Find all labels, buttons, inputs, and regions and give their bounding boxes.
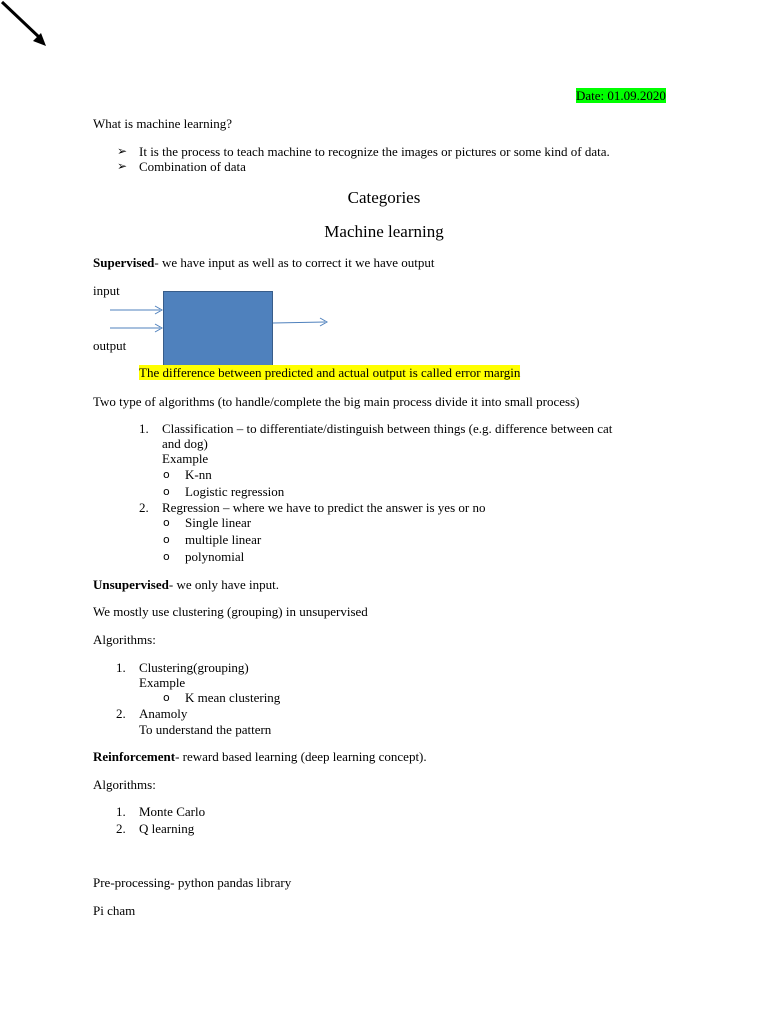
circle-bullet-icon: o [163, 691, 170, 704]
list-number: 2. [116, 821, 126, 836]
two-types-text: Two type of algorithms (to handle/complete the big main process divide it into small process) [93, 394, 580, 409]
heading-machine-learning: Machine learning [324, 222, 444, 241]
list-item: Anamoly [139, 706, 188, 721]
list-item: Regression – where we have to predict the answer is yes or no [162, 500, 486, 515]
error-margin-note: The difference between predicted and actual output is called error margin [139, 365, 521, 380]
date-label: Date: 01.09.2020 [576, 88, 666, 103]
sub-item: multiple linear [185, 532, 262, 547]
pi-cham-note: Pi cham [93, 903, 136, 918]
clustering-note: We mostly use clustering (grouping) in unsupervised [93, 604, 368, 619]
sub-item: K mean clustering [185, 690, 281, 705]
intro-point: It is the process to teach machine to recognize the images or pictures or some kind of data. [139, 144, 610, 159]
circle-bullet-icon: o [163, 516, 170, 529]
supervised-diagram [105, 285, 340, 370]
preprocessing-note: Pre-processing- python pandas library [93, 875, 292, 890]
list-number: 1. [116, 660, 126, 675]
reinforcement-desc: - reward based learning (deep learning concept). [175, 749, 427, 764]
model-box [164, 292, 273, 366]
example-label: Example [139, 675, 186, 690]
reinforcement-term: Reinforcement [93, 749, 176, 764]
corner-arrow-icon [0, 0, 60, 60]
heading-categories: Categories [347, 188, 421, 207]
reinforcement-line [93, 749, 427, 764]
algorithms-label: Algorithms: [93, 632, 156, 647]
unsupervised-desc: - we only have input. [168, 577, 279, 592]
diagram-input-label: input [93, 283, 120, 298]
sub-item: Single linear [185, 515, 252, 530]
unsupervised-term: Unsupervised [93, 577, 169, 592]
circle-bullet-icon: o [163, 468, 170, 481]
list-number: 2. [116, 706, 126, 721]
circle-bullet-icon: o [163, 533, 170, 546]
example-label: Example [162, 451, 209, 466]
unsupervised-line [93, 577, 279, 592]
list-item: Clustering(grouping) [139, 660, 249, 675]
circle-bullet-icon: o [163, 485, 170, 498]
list-number: 1. [139, 421, 149, 436]
algorithms-label: Algorithms: [93, 777, 156, 792]
diagram-output-label: output [93, 338, 127, 353]
sub-item: polynomial [185, 549, 245, 564]
supervised-term: Supervised [93, 255, 155, 270]
list-item-continued: and dog) [162, 436, 208, 451]
arrow-bullet-icon: ➢ [117, 144, 128, 158]
arrow-bullet-icon: ➢ [117, 159, 128, 173]
list-item: Classification – to differentiate/distinguish between things (e.g. difference between cat [162, 421, 613, 436]
supervised-desc: - we have input as well as to correct it we have output [154, 255, 435, 270]
list-number: 2. [139, 500, 149, 515]
list-item: Q learning [139, 821, 195, 836]
intro-point: Combination of data [139, 159, 246, 174]
sub-item: Logistic regression [185, 484, 285, 499]
output-arrow [273, 322, 325, 323]
supervised-line [93, 255, 435, 270]
list-item: Monte Carlo [139, 804, 206, 819]
circle-bullet-icon: o [163, 550, 170, 563]
list-item-note: To understand the pattern [139, 722, 272, 737]
sub-item: K-nn [185, 467, 212, 482]
list-number: 1. [116, 804, 126, 819]
intro-question: What is machine learning? [93, 116, 232, 131]
